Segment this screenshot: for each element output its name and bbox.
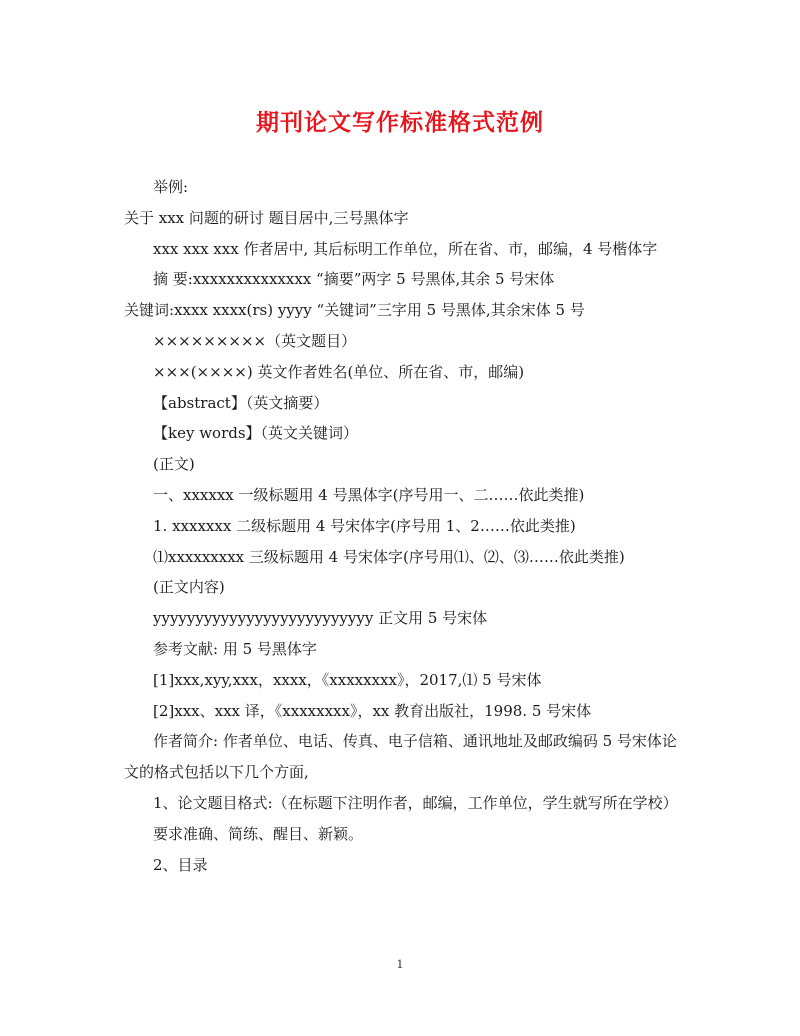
paragraph-author-example: xxx xxx xxx 作者居中, 其后标明工作单位，所在省、市，邮编，4 号楷体字 [153, 239, 658, 258]
paragraph-keywords-example: 关键词:xxxx xxxx(rs) yyyy “关键词”三字用 5 号黑体,其余宋体 5 号 [124, 301, 585, 320]
paragraph-body-content-label: (正文内容) [153, 578, 225, 597]
paragraph-level1-heading: 一、xxxxxx 一级标题用 4 号黑体字(序号用一、二……依此类推) [153, 485, 585, 504]
paragraph-reference-1: [1]xxx,xyy,xxx，xxxx，《xxxxxxxx》，2017,⑴ 5 号宋体 [153, 670, 542, 689]
paragraph-abstract-example: 摘 要:xxxxxxxxxxxxxx “摘要”两字 5 号黑体,其余 5 号宋体 [153, 270, 555, 289]
document-body [124, 172, 684, 880]
paragraph-english-author: ×××(××××) 英文作者姓名(单位、所在省、市，邮编) [153, 362, 525, 381]
paragraph-english-title: ×××××××××（英文题目） [153, 331, 357, 350]
paragraph-example-label: 举例: [153, 178, 189, 196]
paragraph-author-bio: 作者简介: 作者单位、电话、传真、电子信箱、通讯地址及邮政编码 5 号宋体论文的格式包括以下几个方面, [124, 732, 677, 782]
paragraph-english-abstract: 【abstract】（英文摘要） [153, 393, 329, 412]
paragraph-body-text-example: yyyyyyyyyyyyyyyyyyyyyyyyyy 正文用 5 号宋体 [153, 609, 488, 628]
paragraph-references-heading: 参考文献: 用 5 号黑体字 [153, 639, 317, 658]
paragraph-english-keywords: 【key words】（英文关键词） [153, 424, 359, 443]
document-title: 期刊论文写作标准格式范例 [256, 110, 544, 136]
paragraph-level2-heading: 1. xxxxxxx 二级标题用 4 号宋体字(序号用 1、2……依此类推) [153, 516, 576, 535]
paragraph-toc-heading: 2、目录 [153, 855, 208, 874]
paragraph-title-format: 1、论文题目格式:（在标题下注明作者，邮编，工作单位，学生就写所在学校） [153, 793, 678, 812]
paragraph-title-example: 关于 xxx 问题的研讨 题目居中,三号黑体字 [124, 208, 409, 227]
page-number: 1 [396, 958, 404, 971]
paragraph-requirements: 要求准确、简练、醒目、新颖。 [153, 824, 364, 843]
paragraph-reference-2: [2]xxx、xxx 译，《xxxxxxxx》，xx 教育出版社，1998. 5 号宋体 [153, 701, 592, 720]
paragraph-level3-heading: ⑴xxxxxxxxx 三级标题用 4 号宋体字(序号用⑴、⑵、⑶……依此类推) [153, 547, 625, 566]
paragraph-body-label: (正文) [153, 455, 195, 474]
